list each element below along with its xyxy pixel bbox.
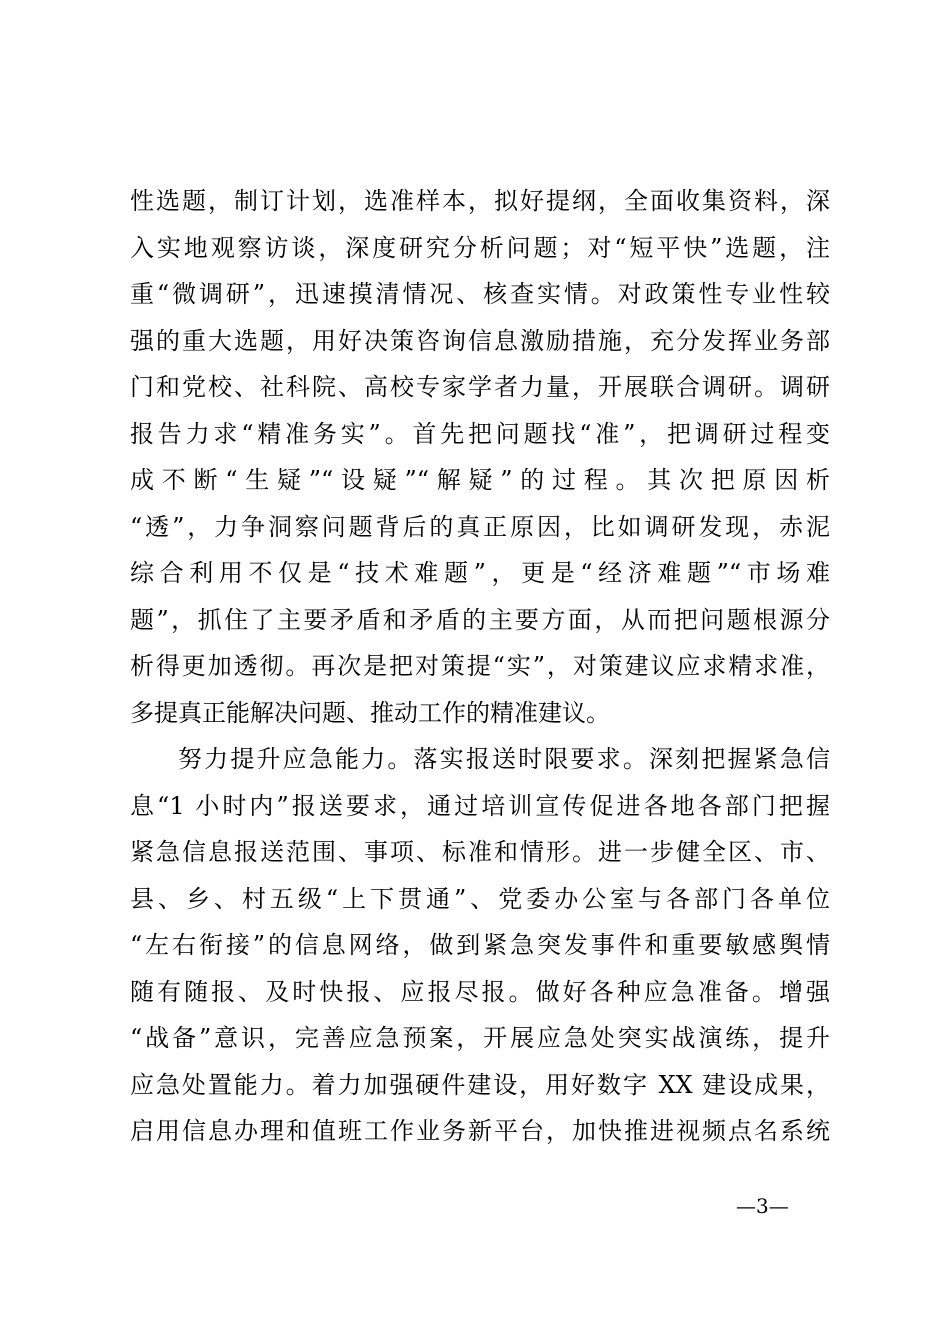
body-text xyxy=(130,178,830,1155)
text-line: 随有随报、及时快报、应报尽报。做好各种应急准备。增强 xyxy=(130,977,830,1006)
text-line: 应急处置能力。着力加强硬件建设，用好数字 XX 建设成果， xyxy=(130,1070,830,1099)
text-line: 入实地观察访谈，深度研究分析问题；对“短平快”选题，注 xyxy=(130,233,830,262)
text-line: 多提真正能解决问题、推动工作的精准建议。 xyxy=(130,698,610,727)
text-line: 报告力求“精准务实”。首先把问题找“准”，把调研过程变 xyxy=(130,419,830,448)
text-line: 县、乡、村五级“上下贯通”、党委办公室与各部门各单位 xyxy=(130,884,830,913)
text-line: 综合利用不仅是“技术难题”，更是“经济难题”“市场难 xyxy=(130,559,830,587)
paragraph-research xyxy=(130,178,830,736)
text-line: 题”，抓住了主要矛盾和矛盾的主要方面，从而把问题根源分 xyxy=(130,605,830,634)
text-line: 重“微调研”，迅速摸清情况、核查实情。对政策性专业性较 xyxy=(130,280,830,308)
text-line: 息“1 小时内”报送要求，通过培训宣传促进各地各部门把握 xyxy=(130,791,830,820)
text-line: “左右衔接”的信息网络，做到紧急突发事件和重要敏感舆情 xyxy=(130,931,830,959)
text-line: 析得更加透彻。再次是把对策提“实”，对策建议应求精求准， xyxy=(130,652,830,680)
text-line: 启用信息办理和值班工作业务新平台，加快推进视频点名系统 xyxy=(130,1117,830,1145)
text-line: 强的重大选题，用好决策咨询信息激励措施，充分发挥业务部 xyxy=(130,326,830,355)
text-line: 努力提升应急能力。落实报送时限要求。深刻把握紧急信 xyxy=(178,745,830,773)
text-line: 门和党校、社科院、高校专家学者力量，开展联合调研。调研 xyxy=(130,373,830,401)
text-line: 性选题，制订计划，选准样本，拟好提纲，全面收集资料，深 xyxy=(130,187,830,215)
text-line: “透”，力争洞察问题背后的真正原因，比如调研发现，赤泥 xyxy=(130,512,830,541)
page-number: —3— xyxy=(736,1194,789,1218)
text-line: 成不断“生疑”“设疑”“解疑”的过程。其次把原因析 xyxy=(130,466,830,494)
text-line: “战备”意识，完善应急预案，开展应急处突实战演练，提升 xyxy=(130,1024,830,1052)
paragraph-emergency xyxy=(130,736,830,1155)
text-line: 紧急信息报送范围、事项、标准和情形。进一步健全区、市、 xyxy=(130,838,830,866)
